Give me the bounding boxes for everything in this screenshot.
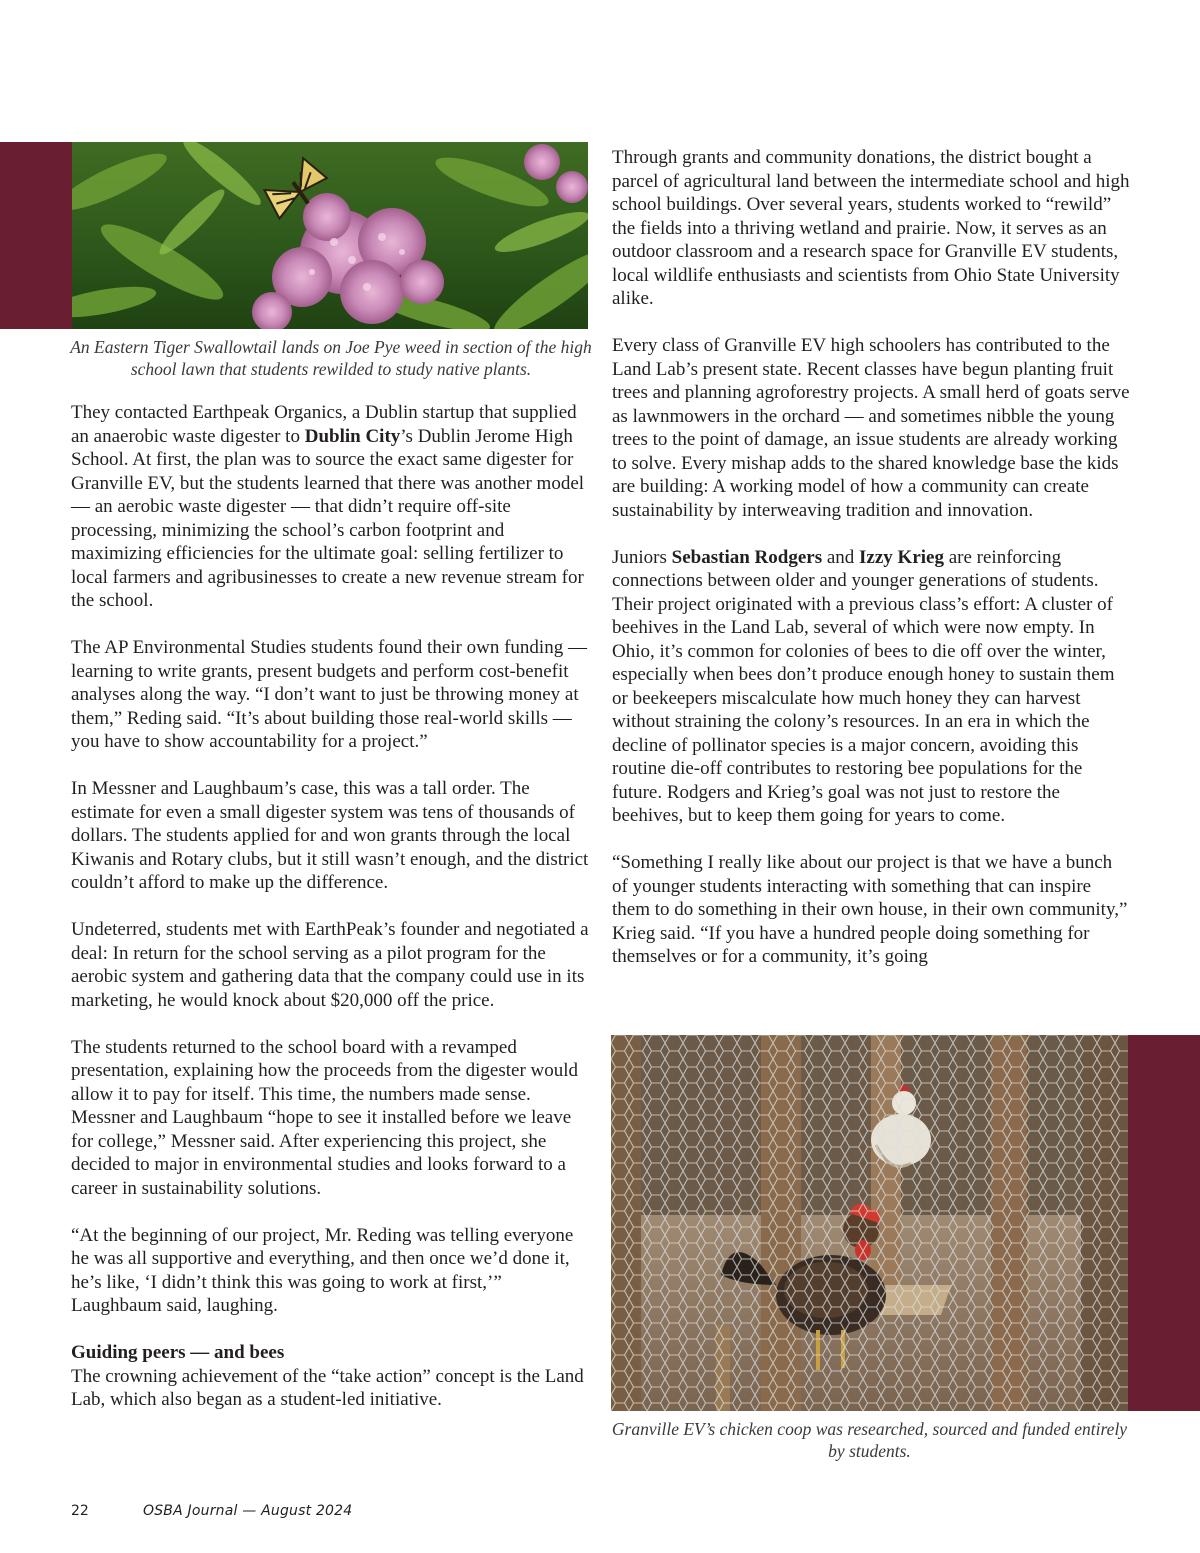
accent-bar-right [1128, 1035, 1200, 1411]
paragraph: “At the beginning of our project, Mr. Reding was telling everyone he was all supportive and everything, and then once we’d done it, he’s like, ‘I didn’t think this was going to work at first,’” Laughbaum said, laughing. [71, 1224, 574, 1316]
paragraph: Juniors Sebastian Rodgers and Izzy Krieg are reinforcing connections between older and younger generations of students. Their project originated with a previous class’s effort: A cluster of beehives in the Land Lab, several of which were now empty. In Ohio, it’s common for colonies of bees to die off over the winter, especially when bees don’t produce enough honey to sustain them or beekeepers miscalculate how much honey they can harvest without straining the colony’s resources. In an era in which the decline of pollinator species is a major concern, avoiding this routine die-off contributes to restoring bee populations for the future. Rodgers and Krieg’s goal was not just to restore the beehives, but to keep them going for years to come. [612, 546, 1115, 826]
paragraph: The AP Environmental Studies students found their own funding — learning to write grants, present budgets and perform cost-benefit analyses along the way. “I don’t want to just be throwing money at them,” Reding said. “It’s about building those real-world skills — you have to show accountability for a project.” [71, 637, 587, 752]
subheading: Guiding peers — and bees [71, 1342, 285, 1363]
chicken-coop-photo [611, 1035, 1128, 1411]
paragraph: The crowning achievement of the “take action” concept is the Land Lab, which also began as a student-led initiative. [71, 1365, 584, 1410]
butterfly-on-flower-photo [72, 142, 588, 329]
section [71, 1341, 593, 1412]
paragraph: “Something I really like about our project is that we have a bunch of younger students interacting with something that can inspire them to do something in their own house, in their own community,” Krieg said. “If you have a hundred people doing something for themselves or for a community, it’s going [612, 852, 1128, 967]
paragraph: The students returned to the school board with a revamped presentation, explaining how the proceeds from the digester would allow it to pay for itself. This time, the numbers made sense. Messner and Laughbaum “hope to see it installed before we leave for college,” Messner said. After experiencing this project, she decided to major in environmental studies and looks forward to a career in sustainability solutions. [71, 1036, 579, 1199]
bold-name: Dublin City [304, 425, 401, 447]
accent-bar-left [0, 142, 72, 329]
photo-caption-coop: Granville EV’s chicken coop was researched, sourced and funded entirely by students. [611, 1419, 1128, 1461]
paragraph: Undeterred, students met with EarthPeak’s founder and negotiated a deal: In return for the school serving as a pilot program for the aerobic system and gathering data that the company could use in its marketing, he would knock about $20,000 off the price. [71, 919, 589, 1011]
page-footer [71, 1503, 352, 1519]
paragraph: In Messner and Laughbaum’s case, this was a tall order. The estimate for even a small digester system was tens of thousands of dollars. The students applied for and won grants through the local Kiwanis and Rotary clubs, but it still wasn’t enough, and the district couldn’t afford to make up the difference. [71, 778, 589, 893]
photo-caption-butterfly: An Eastern Tiger Swallowtail lands on Joe Pye weed in section of the high school lawn that students rewilded to study native plants. [70, 337, 592, 379]
paragraph: Every class of Granville EV high schoolers has contributed to the Land Lab’s present state. Recent classes have begun planting fruit trees and planning agroforestry projects. A small herd of goats serve as lawnmowers in the orchard — and sometimes nibble the young trees to the point of damage, an issue students are already working to solve. Every mishap adds to the shared knowledge base the kids are building: A working model of how a community can create sustainability by interweaving tradition and innovation. [612, 335, 1130, 521]
page-number: 22 [71, 1503, 89, 1519]
paragraph: Through grants and community donations, the district bought a parcel of agricultural land between the intermediate school and high school buildings. Over several years, students worked to “rewild” the fields into a thriving wetland and prairie. Now, it serves as an outdoor classroom and a research space for Granville EV students, local wildlife enthusiasts and scientists from Ohio State University alike. [612, 147, 1130, 309]
article-column-left [71, 401, 593, 1412]
article-column-right [612, 146, 1132, 969]
bold-name: Izzy Krieg [859, 546, 944, 568]
bold-name: Sebastian Rodgers [671, 546, 823, 568]
publication-name: OSBA Journal — August 2024 [143, 1503, 353, 1519]
paragraph: They contacted Earthpeak Organics, a Dublin startup that supplied an anaerobic waste digester to Dublin City’s Dublin Jerome High School. At first, the plan was to source the exact same digester for Granville EV, but the students learned that there was another model — an aerobic waste digester — that didn’t require off-site processing, minimizing the school’s carbon footprint and maximizing efficiencies for the ultimate goal: selling fertilizer to local farmers and agribusinesses to create a new revenue stream for the school. [71, 402, 585, 611]
